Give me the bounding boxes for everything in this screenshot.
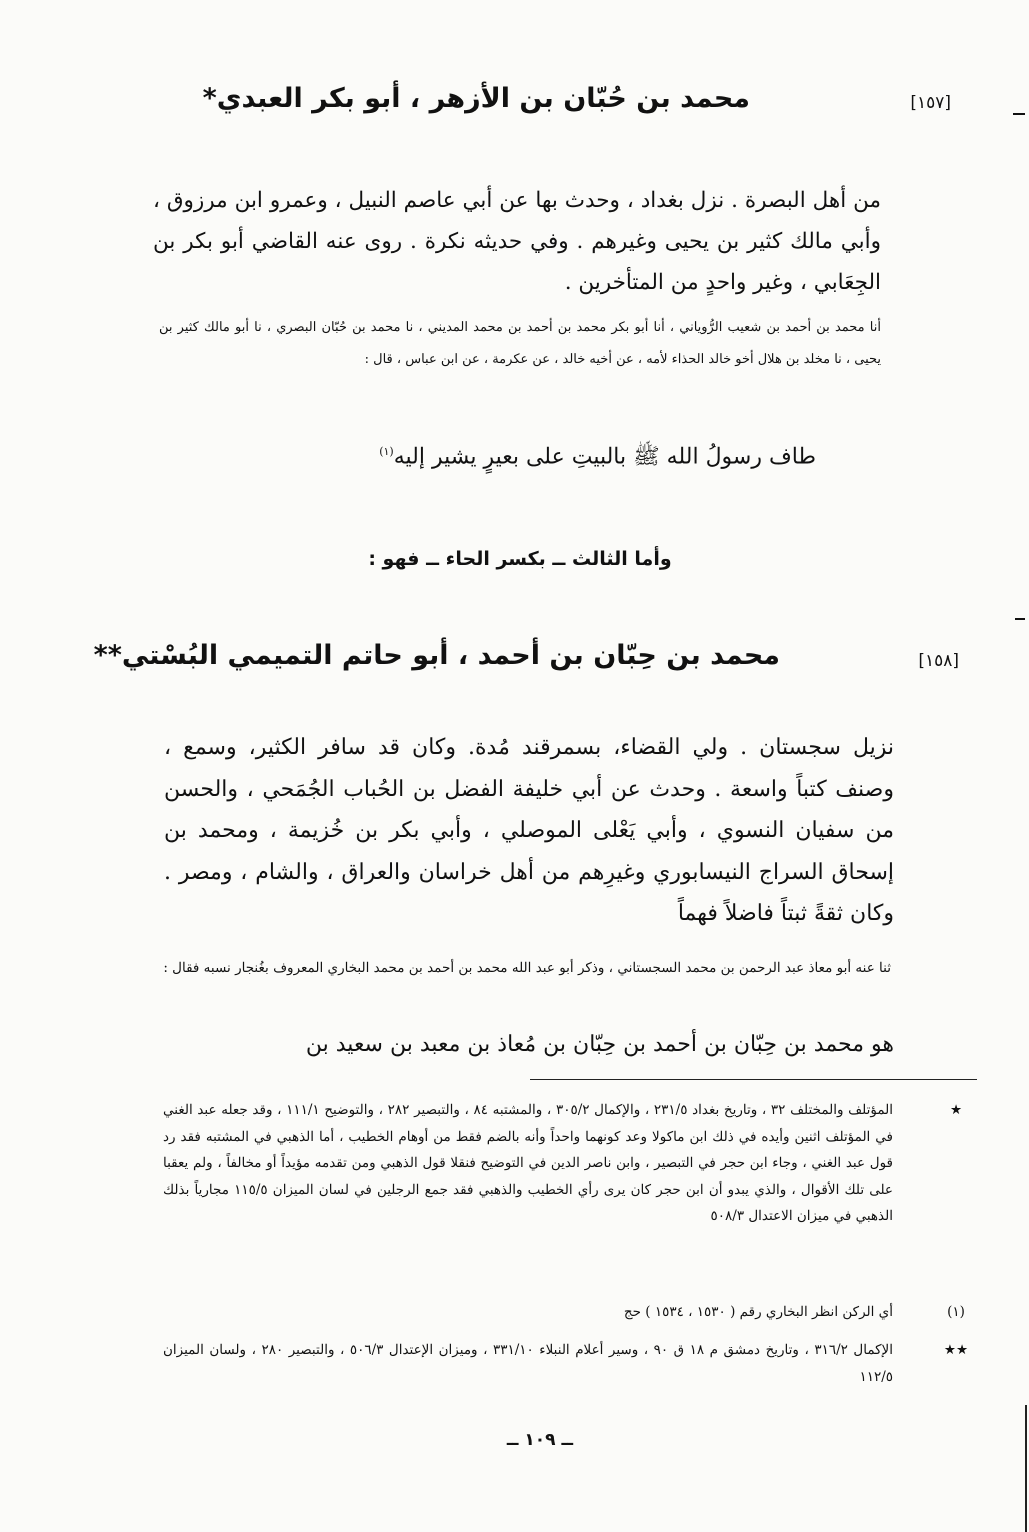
footnote-2 xyxy=(163,1299,965,1326)
scan-edge-mark-middle xyxy=(1015,618,1025,620)
section-heading: وأما الثالث ــ بكسر الحاء ــ فهو : xyxy=(368,548,672,570)
entry-title-157: محمد بن حُبّان بن الأزهر ، أبو بكر العبدي* xyxy=(202,83,750,114)
entry-lineage-158: هو محمد بن حِبّان بن أحمد بن حِبّان بن مُعاذ بن معبد بن سعيد بن xyxy=(305,1032,894,1057)
footnote-3 xyxy=(163,1337,969,1390)
hadith-text: طاف رسولُ الله ﷺ بالبيتِ على بعيرٍ يشير إليه xyxy=(393,444,816,470)
entry-body-158: نزيل سجستان . ولي القضاء، بسمرقند مُدة. وكان قد سافر الكثير، وسمع ، وصنف كتباً واسعة . وحدث عن أبي خليفة الفضل بن الحُباب الجُمَحي ، والحسن من سفيان النسوي ، وأبي يَعْلى الموصلي ، وأبي بكر بن خُزيمة ، ومحمد بن إسحاق السراج النيسابوري وغيرِهم من أهل خراسان والعراق ، والشام ، ومصر . وكان ثقةً ثبتاً فاضلاً فهماً xyxy=(164,735,894,926)
scan-edge-mark-top xyxy=(1013,113,1025,115)
footnote-text-3: الإكمال ٣١٦/٢ ، وتاريخ دمشق م ١٨ ق ٩٠ ، وسير أعلام النبلاء ٣٣١/١٠ ، وميزان الإعتدال ٥٠٦/٣ ، والتبصير ٢٨٠ ، ولسان الميزان ١١٢/٥ xyxy=(163,1342,893,1385)
footnote-1 xyxy=(163,1097,963,1230)
footnote-mark-star: ★ xyxy=(949,1102,963,1118)
scan-edge-line xyxy=(1025,1405,1027,1532)
entry-number-157: [١٥٧] xyxy=(910,93,951,113)
footnote-text-2: أي الركن انظر البخاري رقم ( ١٥٣٠ ، ١٥٣٤ ) حج xyxy=(623,1304,893,1320)
entry-isnad-157: أنا محمد بن أحمد بن شعيب الرُّوياني ، أنا أبو بكر محمد بن أحمد بن محمد المديني ، نا محمد بن حُبّان البصري ، نا أبو مالك كثير بن يحيى ، نا مخلد بن هلال أخو خالد الحذاء لأمه ، عن أخيه خالد ، عن عكرمة ، عن ابن عباس ، قال : xyxy=(159,320,881,367)
entry-body-157: من أهل البصرة . نزل بغداد ، وحدث بها عن أبي عاصم النبيل ، وعمرو ابن مرزوق ، وأبي مالك كثير بن يحيى وغيرهم . وفي حديثه نكرة . روى عنه القاضي أبو بكر بن الجِعَابي ، وغير واحدٍ من المتأخرين . xyxy=(153,188,881,295)
hadith-footnote-ref: (١) xyxy=(379,445,394,458)
entry-isnad-158: ثنا عنه أبو معاذ عبد الرحمن بن محمد السجستاني ، وذكر أبو عبد الله محمد بن أحمد بن محمد البخاري المعروف بغُنجار نسبه فقال : xyxy=(163,960,891,976)
hadith-text-157 xyxy=(379,435,816,474)
entry-title-158: محمد بن حِبّان بن أحمد ، أبو حاتم التميمي البُسْتي** xyxy=(93,640,780,671)
footnote-mark-double-star: ★★ xyxy=(943,1342,969,1358)
footnote-mark-1: (١) xyxy=(947,1304,965,1320)
footnote-separator xyxy=(530,1079,977,1080)
page-number: ــ ١٠٩ ــ xyxy=(506,1430,574,1450)
footnote-text-1: المؤتلف والمختلف ٣٢ ، وتاريخ بغداد ٢٣١/٥ ، والإكمال ٣٠٥/٢ ، والمشتبه ٨٤ ، والتبصير ٢٨٢ ، والتوضيح ١١١/١ ، وقد جعله عبد الغني في المؤتلف اثنين وأيده في ذلك ابن ماكولا وعد كونهما واحداً وأنه بالضم فقط من أوهام الخطيب ، أما الذهبي في المشتبه فقد رد قول عبد الغني ، وجاء ابن حجر في التبصير ، وابن ناصر الدين في التوضيح فنقلا قول الذهبي ومن تقدمه مؤيداً أو مخالفاً ، ولم يعقبا على تلك الأقوال ، والذي يبدو أن ابن حجر كان يرى رأي الخطيب والذهبي فقد جمع الرجلين في لسان الميزان ١١٥/٥ مجارياً بذلك الذهبي في ميزان الاعتدال ٥٠٨/٣ xyxy=(163,1102,893,1224)
entry-number-158: [١٥٨] xyxy=(918,651,959,671)
